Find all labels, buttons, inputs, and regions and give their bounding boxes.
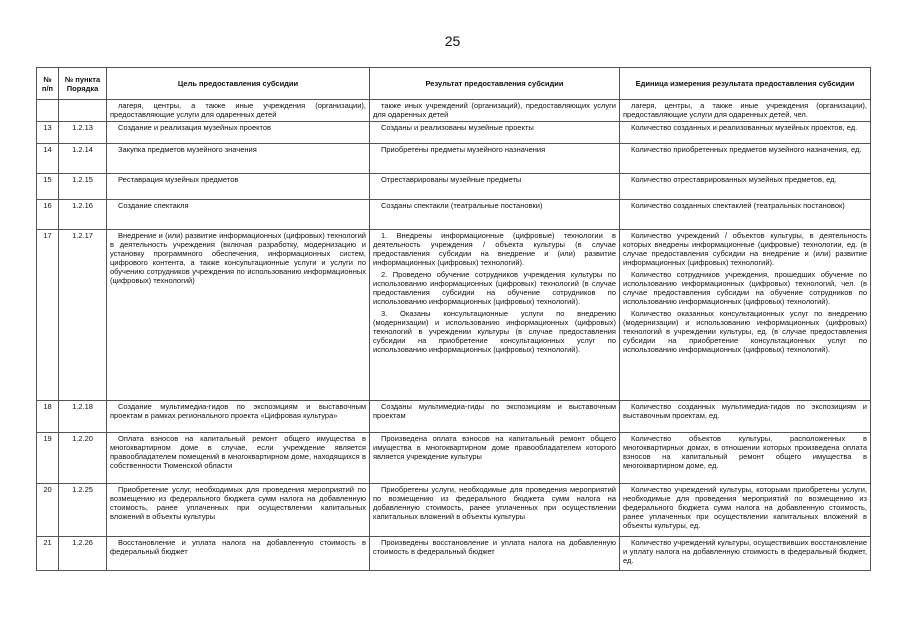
- cell-unit: [620, 100, 871, 122]
- goal-paragraph: Восстановление и уплата налога на добавленную стоимость в федеральный бюджет: [110, 538, 366, 556]
- table-row: [37, 433, 871, 484]
- row-item: 1.2.14: [59, 144, 107, 174]
- cell-unit: [620, 200, 871, 230]
- cell-unit: [620, 144, 871, 174]
- unit-paragraph: Количество созданных и реализованных музейных проектов, ед.: [631, 123, 858, 132]
- table-row: [37, 230, 871, 401]
- row-number: 18: [37, 401, 59, 433]
- goal-paragraph: Оплата взносов на капитальный ремонт общего имущества в многоквартирном доме в случае, если учреждение является правообладателем помещений в многоквартирном доме, находящихся в собственности Тюменской области: [110, 434, 366, 470]
- row-item: 1.2.25: [59, 484, 107, 537]
- goal-paragraph: Закупка предметов музейного значения: [118, 145, 257, 154]
- cell-goal: [107, 144, 370, 174]
- cell-result: [370, 200, 620, 230]
- row-number: 19: [37, 433, 59, 484]
- cell-unit: [620, 433, 871, 484]
- result-paragraph: 3. Оказаны консультационные услуги по внедрению (модернизации) и использованию информационных (цифровых) технологий в учреждении культуры (в случае предоставления субсидии на приобретение консультационных услуг по использованию информационных (цифровых) технологий).: [373, 309, 616, 354]
- unit-paragraph: Количество отреставрированных музейных предметов, ед.: [631, 175, 837, 184]
- table-row: [37, 174, 871, 200]
- cell-goal: [107, 100, 370, 122]
- table-header-row: [37, 68, 871, 100]
- result-paragraph: Приобретены услуги, необходимые для проведения мероприятий по возмещению из федерального бюджета сумм налога на добавленную стоимость, ранее уплаченных при осуществлении капитальных вложений в объекты культуры: [373, 485, 616, 521]
- row-item: [59, 100, 107, 122]
- row-number: 16: [37, 200, 59, 230]
- table-row: [37, 122, 871, 144]
- cell-result: [370, 537, 620, 571]
- row-number: 21: [37, 537, 59, 571]
- result-paragraph: также иных учреждений (организаций), предоставляющих услуги для одаренных детей: [373, 101, 616, 119]
- row-number: 13: [37, 122, 59, 144]
- result-paragraph: Произведена оплата взносов на капитальный ремонт общего имущества в многоквартирном доме правообладателем которого является учреждение культуры: [373, 434, 616, 461]
- row-number: [37, 100, 59, 122]
- cell-result: [370, 144, 620, 174]
- table-row: [37, 144, 871, 174]
- row-item: 1.2.15: [59, 174, 107, 200]
- result-paragraph: Приобретены предметы музейного назначения: [381, 145, 546, 154]
- result-paragraph: 2. Проведено обучение сотрудников учреждения культуры по использованию информационных (цифровых) технологий (в случае предоставления субсидии на обучение сотрудников по использованию информационных (цифровых) технологий).: [373, 270, 616, 306]
- goal-paragraph: лагеря, центры, а также иные учреждения (организации), предоставляющие услуги для одаренных детей: [110, 101, 366, 119]
- cell-unit: [620, 230, 871, 401]
- cell-goal: [107, 401, 370, 433]
- cell-goal: [107, 433, 370, 484]
- goal-paragraph: Создание и реализация музейных проектов: [118, 123, 272, 132]
- cell-unit: [620, 122, 871, 144]
- table-row: [37, 200, 871, 230]
- goal-paragraph: Реставрация музейных предметов: [118, 175, 239, 184]
- unit-paragraph: Количество созданных спектаклей (театральных постановок): [631, 201, 845, 210]
- header-goal: Цель предоставления субсидии: [107, 68, 370, 100]
- cell-goal: [107, 200, 370, 230]
- header-num: № п/п: [37, 68, 59, 100]
- goal-paragraph: Приобретение услуг, необходимых для проведения мероприятий по возмещению из федерального бюджета сумм налога на добавленную стоимость, ранее уплаченных при осуществлении капитальных вложений в объекты культуры: [110, 485, 366, 521]
- page-number: 25: [444, 33, 461, 49]
- table-body: [37, 100, 871, 571]
- result-paragraph: Созданы и реализованы музейные проекты: [381, 123, 534, 132]
- goal-paragraph: Внедрение и (или) развитие информационных (цифровых) технологий в деятельность учреждения (включая разработку, модернизацию и установку программного обеспечения, информационных систем, цифрового контента, а также консультационные услуги и услуги по обучению сотрудников учреждения по использованию информационных (цифровых) технологий): [110, 231, 366, 285]
- table-row: [37, 484, 871, 537]
- row-item: 1.2.26: [59, 537, 107, 571]
- unit-paragraph: Количество учреждений / объектов культуры, в деятельность которых внедрены информационные (цифровые) технологии, ед. (в случае предоставления субсидии на внедрение и (или) развитие информационных (цифровых) технологий).: [623, 231, 867, 267]
- result-paragraph: 1. Внедрены информационные (цифровые) технологии в деятельность учреждения / объекта культуры (в случае предоставления субсидии на внедрение и (или) развитие информационных (цифровых) технологий).: [373, 231, 616, 267]
- cell-result: [370, 122, 620, 144]
- unit-paragraph: Количество созданных мультимедиа-гидов по экспозициям и выставочным проектам, ед.: [623, 402, 867, 420]
- cell-result: [370, 484, 620, 537]
- table-row: [37, 100, 871, 122]
- row-item: 1.2.13: [59, 122, 107, 144]
- cell-result: [370, 401, 620, 433]
- cell-goal: [107, 537, 370, 571]
- header-unit: Единица измерения результата предоставления субсидии: [620, 68, 871, 100]
- subsidy-table: [36, 67, 871, 571]
- row-number: 17: [37, 230, 59, 401]
- result-paragraph: Созданы спектакли (театральные постановки): [381, 201, 543, 210]
- unit-paragraph: Количество оказанных консультационных услуг по внедрению (модернизации) и использованию информационных (цифровых) технологий в учреждении культуры, ед. (в случае предоставления субсидии на приобретение консультационных услуг по использованию информационных (цифровых) технологий).: [623, 309, 867, 354]
- row-item: 1.2.18: [59, 401, 107, 433]
- cell-result: [370, 230, 620, 401]
- unit-paragraph: Количество учреждений культуры, которыми приобретены услуги, необходимые для проведения мероприятий по возмещению из федерального бюджета сумм налога на добавленную стоимость, ранее уплаченных при осуществлении капитальных вложений в объекты культуры, ед.: [623, 485, 867, 530]
- unit-paragraph: Количество сотрудников учреждения, прошедших обучение по использованию информационных (цифровых) технологий, чел. (в случае предоставления субсидии на обучение сотрудников по использованию информационных (цифровых) технологий).: [623, 270, 867, 306]
- cell-unit: [620, 174, 871, 200]
- result-paragraph: Созданы мультимедиа-гиды по экспозициям и выставочным проектам: [373, 402, 616, 420]
- cell-goal: [107, 122, 370, 144]
- cell-result: [370, 100, 620, 122]
- cell-goal: [107, 230, 370, 401]
- cell-goal: [107, 484, 370, 537]
- result-paragraph: Отреставрированы музейные предметы: [381, 175, 522, 184]
- row-item: 1.2.17: [59, 230, 107, 401]
- cell-result: [370, 174, 620, 200]
- row-number: 20: [37, 484, 59, 537]
- goal-paragraph: Создание спектакля: [118, 201, 189, 210]
- cell-result: [370, 433, 620, 484]
- unit-paragraph: Количество объектов культуры, расположенных в многоквартирных домах, в отношении которых произведена оплата взносов на капитальный ремонт общего имущества в многоквартирном доме, ед.: [623, 434, 867, 470]
- header-item: № пункта Порядка: [59, 68, 107, 100]
- result-paragraph: Произведены восстановление и уплата налога на добавленную стоимость в федеральный бюджет: [373, 538, 616, 556]
- header-result: Результат предоставления субсидии: [370, 68, 620, 100]
- row-item: 1.2.16: [59, 200, 107, 230]
- row-item: 1.2.20: [59, 433, 107, 484]
- row-number: 15: [37, 174, 59, 200]
- cell-goal: [107, 174, 370, 200]
- cell-unit: [620, 484, 871, 537]
- unit-paragraph: Количество приобретенных предметов музейного назначения, ед.: [631, 145, 862, 154]
- unit-paragraph: лагеря, центры, а также иные учреждения (организации), предоставляющие услуги для одаренных детей, чел.: [623, 101, 867, 119]
- unit-paragraph: Количество учреждений культуры, осуществивших восстановление и уплату налога на добавленную стоимость в федеральный бюджет, ед.: [623, 538, 867, 565]
- row-number: 14: [37, 144, 59, 174]
- goal-paragraph: Создание мультимедиа-гидов по экспозициям и выставочным проектам в рамках регионального проекта «Цифровая культура»: [110, 402, 366, 420]
- cell-unit: [620, 401, 871, 433]
- cell-unit: [620, 537, 871, 571]
- table-row: [37, 537, 871, 571]
- table-row: [37, 401, 871, 433]
